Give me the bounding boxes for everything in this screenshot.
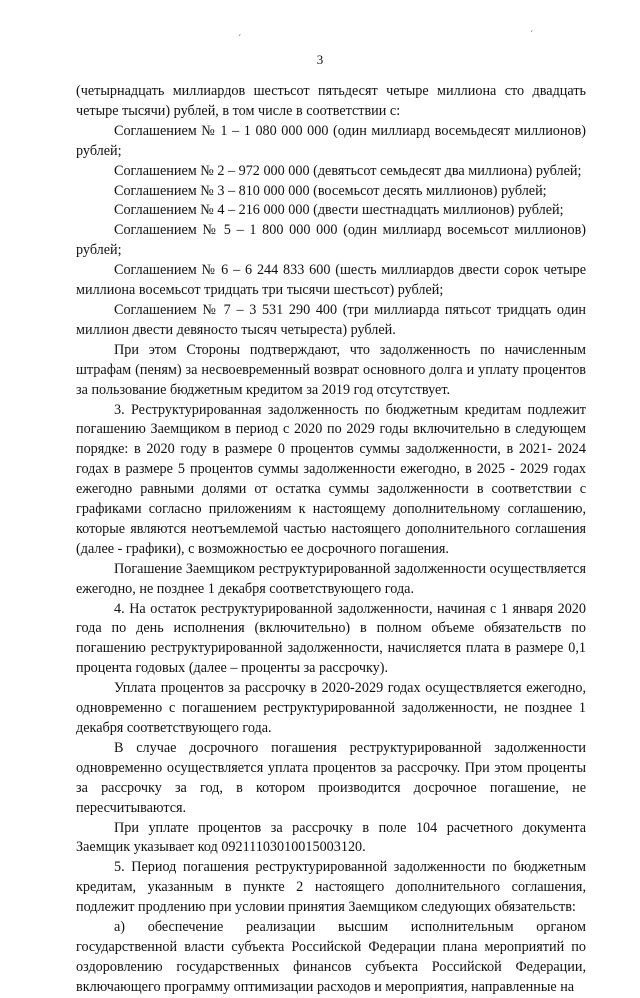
paragraph-agreement-4: Соглашением № 4 – 216 000 000 (двести шестнадцать миллионов) рублей; (114, 202, 564, 219)
paragraph-interest-payment: Уплата процентов за рассрочку в 2020-2029 годах осуществляется ежегодно, одновременно с погашением реструктурированной задолженности, не позднее 1 декабря соответствующего года. (76, 680, 586, 736)
paragraph-annual-repayment: Погашение Заемщиком реструктурированной задолженности осуществляется ежегодно, не позднее 1 декабря соответствующего года. (76, 560, 586, 597)
paragraph-payment-code: При уплате процентов за рассрочку в поле 104 расчетного документа Заемщик указывает код 09211103010015003120. (76, 819, 586, 856)
paragraph-section-4: 4. На остаток реструктурированной задолженности, начиная с 1 января 2020 года по день исполнения (включительно) в полном объеме обязательств по погашению реструктурированной задолженности, начисляется плата в размере 0,1 процента годовых (далее – проценты за рассрочку). (76, 600, 586, 677)
paragraph-early-repayment: В случае досрочного погашения реструктурированной задолженности одновременно осуществляется уплата процентов за рассрочку. При этом проценты за рассрочку за год, в котором производится досрочное погашение, не пересчитываются. (76, 739, 586, 816)
page-number: 3 (316, 52, 324, 67)
scan-speck: ˊ (238, 34, 242, 45)
paragraph-agreement-5: Соглашением № 5 – 1 800 000 000 (один миллиард восемьсот миллионов) рублей; (76, 222, 586, 259)
paragraph-no-penalties: При этом Стороны подтверждают, что задолженность по начисленным штрафам (пеням) за несвоевременный возврат основного долга и уплату процентов за пользование бюджетным кредитом за 2019 год отсутствует. (76, 341, 586, 398)
paragraph-agreement-3: Соглашением № 3 – 810 000 000 (восемьсот десять миллионов) рублей; (114, 182, 547, 199)
paragraph-agreement-7: Соглашением № 7 – 3 531 290 400 (три миллиарда пятьсот тридцать один миллион двести девяносто тысяч четыреста) рублей. (76, 301, 586, 338)
paragraph-agreement-6: Соглашением № 6 – 6 244 833 600 (шесть миллиардов двести сорок четыре миллиона восемьсот тридцать три тысячи шестьсот) рублей; (76, 262, 586, 299)
paragraph-agreement-2: Соглашением № 2 – 972 000 000 (девятьсот семьдесят два миллиона) рублей; (114, 162, 582, 179)
paragraph-section-5: 5. Период погашения реструктурированной задолженности по бюджетным кредитам, указанным в пункте 2 настоящего дополнительного соглашения, подлежит продлению при условии принятия Заемщиком следующих обязательств: (76, 859, 586, 916)
document-body (76, 82, 586, 998)
paragraph-agreement-1: Соглашением № 1 – 1 080 000 000 (один миллиард восемьдесят миллионов) рублей; (76, 122, 586, 159)
scan-speck: ˊ (530, 30, 534, 41)
paragraph-obligation-a: а) обеспечение реализации высшим исполнительным органом государственной власти субъекта Российской Федерации плана мероприятий по оздоровлению государственных финансов субъекта Российской Федерации, включающего программу оптимизации расходов и мероприятия, направленные на (76, 919, 586, 995)
paragraph-debt-total: (четырнадцать миллиардов шестьсот пятьдесят четыре миллиона сто двадцать четыре тысячи) рублей, в том числе в соответствии с: (76, 83, 586, 119)
paragraph-section-3: 3. Реструктурированная задолженность по бюджетным кредитам подлежит погашению Заемщиком в период с 2020 по 2029 годы включительно в следующем порядке: в 2020 году в размере 0 процентов суммы задолженности, в 2021- 2024 годах в размере 5 процентов суммы задолженности ежегодно, в 2025 - 2029 годах ежегодно равными долями от остатка суммы задолженности в соответствии с графиками согласно приложениям к настоящему дополнительному соглашению, которые являются неотъемлемой частью настоящего дополнительного соглашения (далее - графики), с возможностью ее досрочного погашения. (76, 401, 586, 557)
